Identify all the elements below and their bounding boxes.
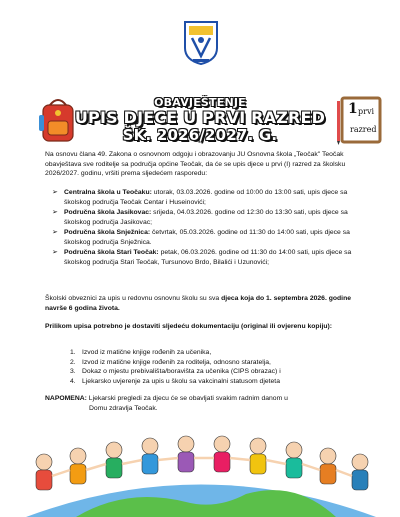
arrow-bullet-icon: ➢ (52, 189, 58, 196)
schedule-details: srijeda, 04.03.2026. godine od 12:30 do 13:30 sati, upis djece sa školskog područja Jasikovac; (64, 209, 348, 226)
schedule-details: četvrtak, 05.03.2026. godine od 11:30 do 14:00 sati, upis djece sa školskog područja Snježnica. (64, 229, 350, 246)
school-name: Područna škola Stari Teočak: (64, 249, 159, 256)
schedule-item (50, 208, 368, 227)
obligation-text: Školski obveznici za upis u redovnu osnovnu školu su sva (45, 295, 222, 302)
arrow-bullet-icon: ➢ (52, 249, 58, 256)
obligation-paragraph (45, 294, 367, 313)
school-name: Centralna škola u Teočaku: (64, 189, 152, 196)
document-number: 2. (70, 358, 76, 366)
intro-paragraph: Na osnovu člana 49. Zakona o osnovnom odgoju i obrazovanju JU Osnovna škola „Teočak" Teočak obavještava sve roditelje sa područja općine Teočak, da će se upis djece u prvi (I) razred za školsku 2026/2027. godinu, vršiti prema sljedećem rasporedu: (45, 151, 346, 177)
schedule-details: petak, 06.03.2026. godine od 11:30 do 14:00 sati, upis djece sa školskog područja Stari Teočak, Tursunovo Brdo, Bilalići i Uzunovići; (64, 249, 352, 266)
school-name: Područna škola Jasikovac: (64, 209, 152, 216)
document-text: Ljekarsko uvjerenje za upis u školu sa vakcinalni statusom djeteta (82, 377, 280, 385)
obligation-age-requirement: djeca koja do 1. septembra 2026. godine navrše 6 godina života. (45, 295, 352, 312)
documents-list (70, 348, 370, 386)
children-on-globe-illustration (16, 432, 386, 517)
document-number: 4. (70, 377, 76, 385)
slate-number: 1 (348, 101, 358, 117)
document-text: Izvod iz matične knjige rođenih za roditelja, odnosno staratelja, (82, 358, 271, 366)
document-text: Izvod iz matične knjige rođenih za učenika, (82, 349, 212, 356)
arrow-bullet-icon: ➢ (52, 209, 58, 216)
document-number: 3. (70, 368, 76, 375)
schedule-item (50, 248, 368, 267)
schedule-details: utorak, 03.03.2026. godine od 10:00 do 13:00 sati, upis djece sa školskog područja Teočak Centar i Huseinovići; (64, 189, 348, 206)
arrow-bullet-icon: ➢ (52, 229, 58, 236)
school-logo (181, 18, 221, 66)
notice-heading: OBAVJEŠTENJE (154, 96, 246, 109)
schedule-item (50, 188, 368, 207)
school-name: Područna škola Snježnica: (64, 229, 151, 236)
note-label: NAPOMENA: (45, 395, 87, 402)
document-number: 1. (70, 349, 76, 356)
school-year-title: ŠK. 2026/2027. G. (122, 126, 278, 144)
enrollment-title: UPIS DJECE U PRVI RAZRED (74, 108, 326, 127)
documents-heading: Prilikom upisa potrebno je dostaviti sljedeću dokumentaciju (original ili ovjerenu kopiju): (45, 323, 333, 330)
note-text: Ljekarski pregledi za djecu će se obavljati svakim radnim danom u (86, 395, 288, 402)
slate-word-razred: razred (350, 125, 377, 134)
schedule-item (50, 228, 368, 247)
schedule-list (50, 188, 368, 268)
document-item (70, 377, 370, 387)
document-item (70, 348, 370, 358)
document-item (70, 367, 370, 377)
document-text: Dokaz o mjestu prebivališta/boravišta za učenika (CIPS obrazac) i (82, 368, 281, 375)
note-continuation: Domu zdravlja Teočak. (89, 404, 158, 412)
note-paragraph (45, 394, 367, 413)
slate-word-prvi: prvi (358, 107, 375, 116)
document-item (70, 358, 370, 368)
